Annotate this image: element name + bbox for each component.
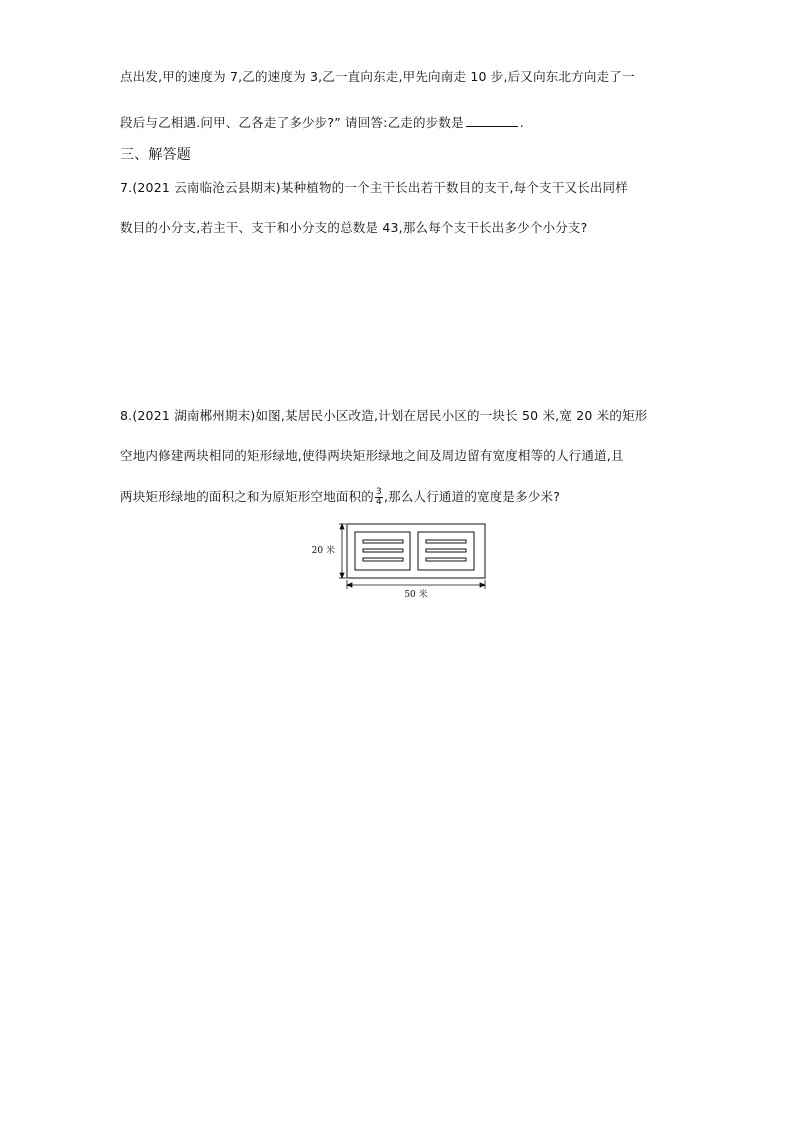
width-label: 50 米 bbox=[404, 590, 428, 600]
height-dimension-line bbox=[339, 524, 346, 578]
problem-8-line-2: 空地内修建两块相同的矩形绿地,使得两块矩形绿地之间及周边留有宽度相等的人行通道,且 bbox=[120, 448, 624, 463]
problem-8-line-1: 8.(2021 湖南郴州期末)如图,某居民小区改造,计划在居民小区的一块长 50 米,宽 20 米的矩形 bbox=[120, 408, 648, 423]
height-label: 20 米 bbox=[311, 546, 335, 556]
prev-problem-question-text: 段后与乙相遇.问甲、乙各走了多少步?” 请回答:乙走的步数是 bbox=[120, 115, 464, 130]
left-area-stripes bbox=[363, 540, 403, 561]
section-heading: 三、解答题 bbox=[120, 147, 191, 163]
width-dimension-line bbox=[347, 580, 485, 589]
answer-blank[interactable] bbox=[466, 114, 518, 127]
fraction-denominator: 4 bbox=[376, 497, 382, 507]
problem-8-line-3-text: 两块矩形绿地的面积之和为原矩形空地面积的 bbox=[120, 489, 375, 504]
prev-problem-line-1: 点出发,甲的速度为 7,乙的速度为 3,乙一直向东走,甲先向南走 10 步,后又向东北方向走了一 bbox=[120, 69, 635, 84]
prev-problem-line-2 bbox=[120, 114, 524, 131]
fraction-three-quarters bbox=[375, 488, 383, 507]
land-plot-figure bbox=[305, 520, 495, 602]
right-area-stripes bbox=[426, 540, 466, 561]
problem-7-line-1: 7.(2021 云南临沧云县期末)某种植物的一个主干长出若干数目的支干,每个支干又长出同样 bbox=[120, 180, 628, 195]
fraction-numerator: 3 bbox=[376, 487, 382, 497]
problem-8-line-3 bbox=[120, 488, 560, 507]
problem-8-line-3-tail: ,那么人行通道的宽度是多少米? bbox=[383, 489, 561, 504]
problem-7-line-2: 数目的小分支,若主干、支干和小分支的总数是 43,那么每个支干长出多少个小分支? bbox=[120, 220, 588, 235]
prev-problem-period: . bbox=[519, 115, 524, 130]
